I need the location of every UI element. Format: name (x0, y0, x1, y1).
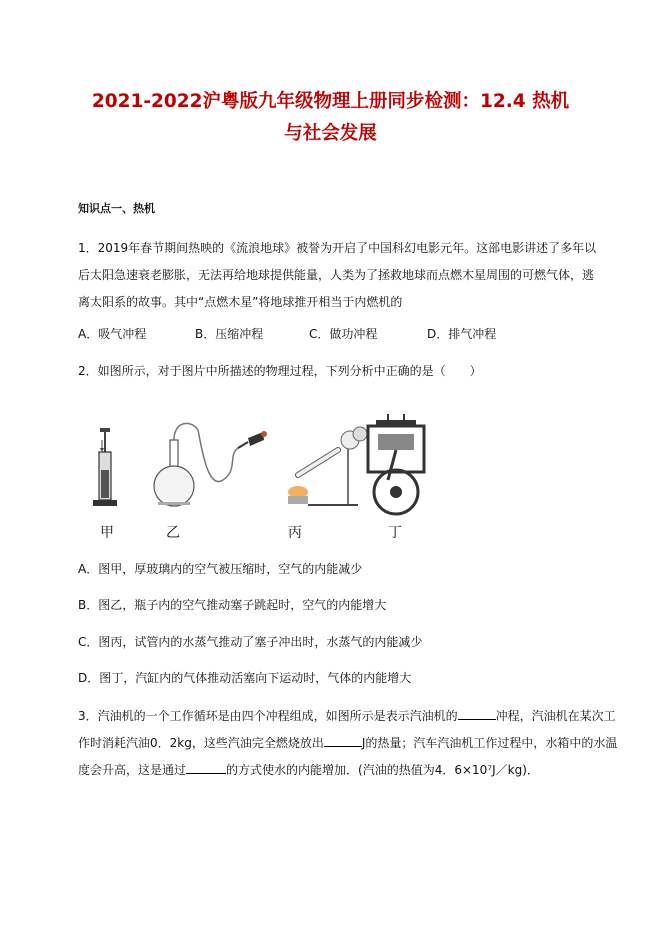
q3-blank-1 (458, 707, 496, 720)
q3-blank-2 (324, 734, 362, 747)
q3-part4: 的方式使水的内能增加．(汽油的热值为4．6×10⁷J／kg)． (226, 763, 539, 777)
q2-option-b: B．图乙，瓶子内的空气推动塞子跳起时，空气的内能增大 (78, 598, 387, 612)
engine-cylinder-illustration (368, 414, 424, 514)
q3-part2: 冲程，汽油机在某次工作时消耗汽油0．2kg，这些汽油完全燃烧放出 (78, 709, 616, 750)
q2-option-c: C．图丙，试管内的水蒸气推动了塞子冲出时，水蒸气的内能减少 (78, 635, 423, 649)
q3-part3: J的热量；汽车汽油机工作过程中，水箱中的水温度会升高，这是通过 (78, 736, 618, 777)
q1-option-b: B．压缩冲程 (195, 327, 264, 341)
experiment-figure (88, 410, 448, 545)
q3-blank-3 (186, 761, 226, 774)
q1-option-c: C．做功冲程 (309, 327, 378, 341)
figure-label-ding: 丁 (388, 525, 402, 541)
flask-illustration (154, 423, 267, 506)
experiment-illustrations (88, 410, 448, 520)
question-1-text: 1．2019年春节期间热映的《流浪地球》被誉为开启了中国科幻电影元年。这部电影讲述了多年以后太阳急速衰老膨胀，无法再给地球提供能量，人类为了拯救地球而点燃木星周围的可燃气体，逃离太阳系的故事。其中“点燃木星”将地球推开相当于内燃机的 (78, 241, 597, 309)
question-2-text: 2．如图所示，对于图片中所描述的物理过程，下列分析中正确的是（ ） (78, 364, 482, 378)
question-3-text (78, 703, 618, 784)
q2-option-a: A．图甲，厚玻璃内的空气被压缩时，空气的内能减少 (78, 562, 363, 576)
q1-option-d: D．排气冲程 (427, 327, 497, 341)
test-tube-illustration (288, 427, 367, 505)
figure-label-yi: 乙 (166, 525, 180, 541)
document-title-line2: 与社会发展 (284, 123, 377, 144)
document-title-line1: 2021-2022沪粤版九年级物理上册同步检测：12.4 热机 (91, 91, 570, 112)
q3-part1: 3．汽油机的一个工作循环是由四个冲程组成，如图所示是表示汽油机的 (78, 709, 458, 723)
q1-option-a: A．吸气冲程 (78, 327, 147, 341)
figure-label-bing: 丙 (288, 525, 302, 541)
figure-label-jia: 甲 (100, 525, 114, 541)
q2-option-d: D．图丁，汽缸内的气体推动活塞向下运动时，气体的内能增大 (78, 671, 412, 685)
section-heading: 知识点一、热机 (78, 202, 155, 215)
compression-cylinder-illustration (93, 428, 117, 506)
